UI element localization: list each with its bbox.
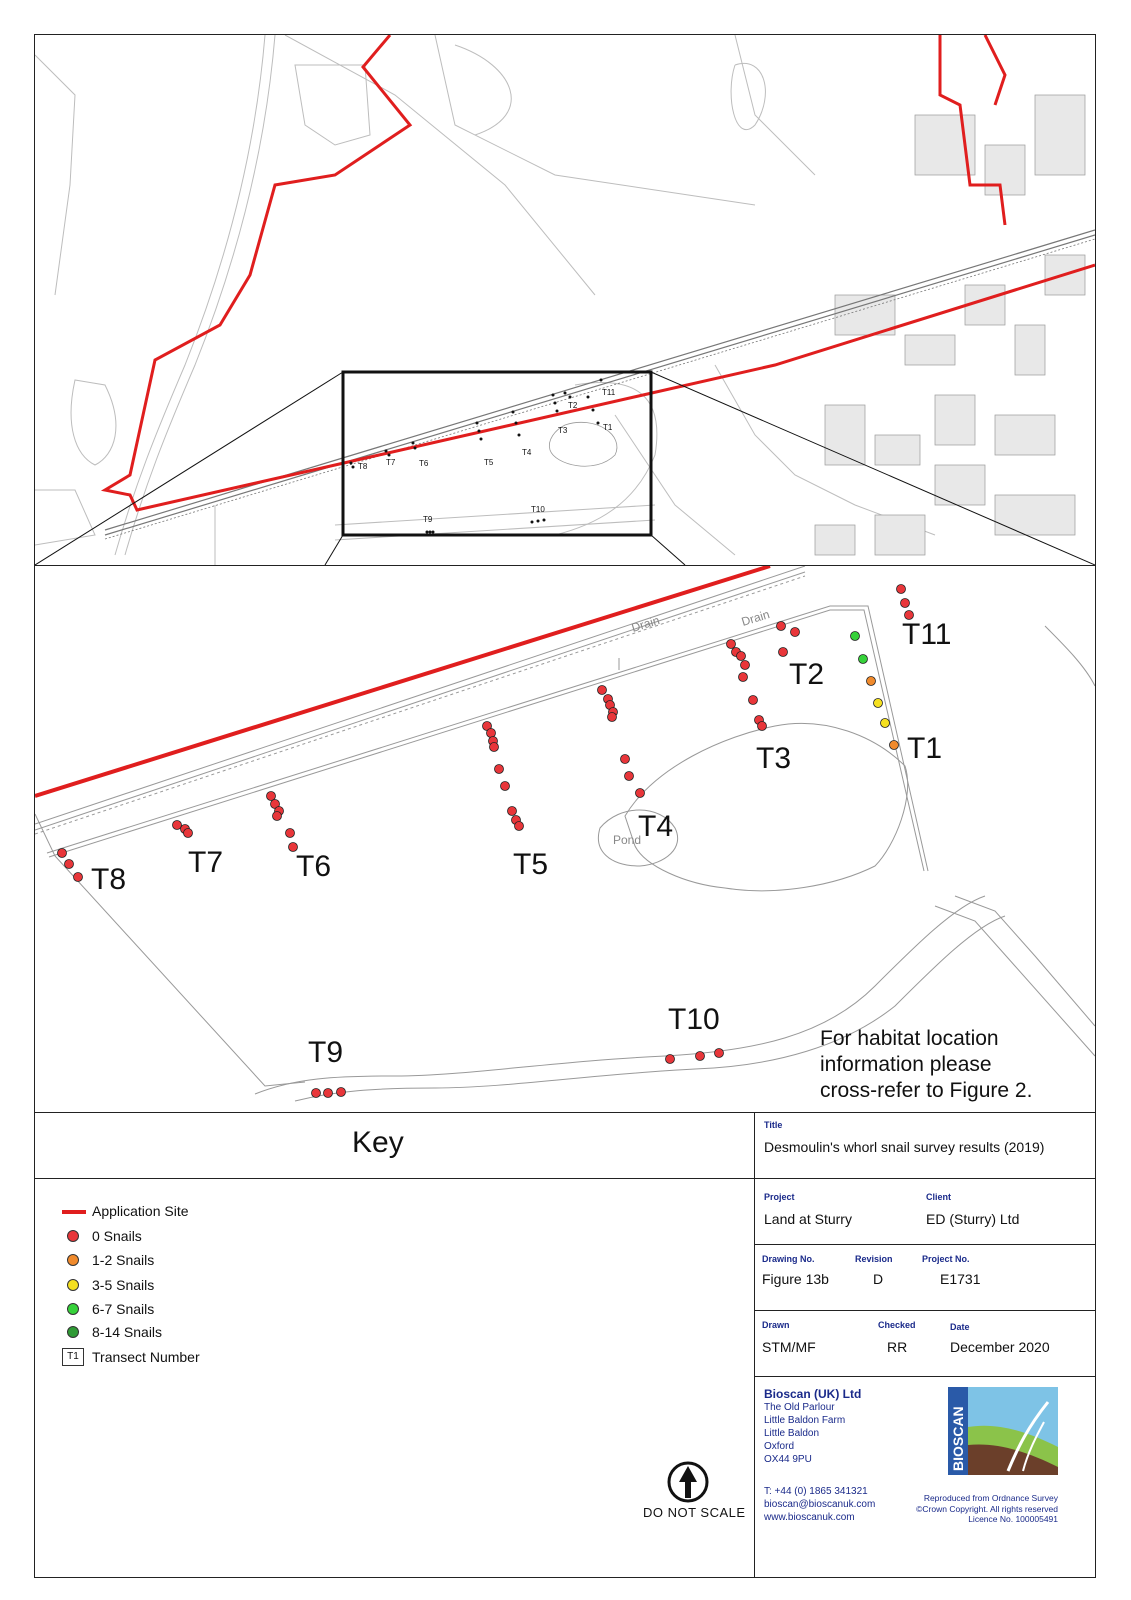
transect-label-t4: T4 [638,810,674,843]
sample-point [495,765,504,774]
overview-label-t7: T7 [386,458,396,467]
overview-label-t3: T3 [558,426,568,435]
transect-label-t8: T8 [91,863,127,896]
sample-point [487,729,496,738]
sample-point [636,789,645,798]
transect-box-icon: T1 [62,1348,84,1366]
sample-point [897,585,906,594]
project-no-value: E1731 [940,1271,981,1287]
overview-label-t9: T9 [423,515,433,524]
client-label: Client [926,1192,952,1202]
sample-point [58,849,67,858]
sample-point [621,755,630,764]
transect-label-t10: T10 [668,1003,720,1036]
sample-point [625,772,634,781]
client-value: ED (Sturry) Ltd [926,1211,1020,1227]
sample-point [515,822,524,831]
key-item-0-snails: 0 Snails [62,1227,142,1245]
sample-point [715,1049,724,1058]
sample-point [508,807,517,816]
overview-label-t1: T1 [603,423,613,432]
company-website[interactable]: www.bioscanuk.com [764,1512,855,1523]
overview-label-t10: T10 [531,505,545,514]
sample-point [324,1089,333,1098]
orange-dot-icon [67,1254,79,1266]
sample-point [286,829,295,838]
light-green-dot-icon [67,1303,79,1315]
red-dot-icon [67,1230,79,1242]
sample-point [779,648,788,657]
sample-point [666,1055,675,1064]
date-label: Date [950,1322,970,1332]
overview-label-t4: T4 [522,448,532,457]
sample-point [758,722,767,731]
sample-point [608,713,617,722]
drawing-no-value: Figure 13b [762,1271,829,1287]
company-address: The Old Parlour Little Baldon Farm Little Baldon Oxford OX44 9PU [764,1402,846,1465]
key-item-application-site: Application Site [62,1202,189,1220]
drain-label-2: Drain [739,607,772,629]
company-name: Bioscan (UK) Ltd [764,1387,862,1401]
do-not-scale: DO NOT SCALE [643,1505,746,1520]
dark-green-dot-icon [67,1326,79,1338]
sample-point [874,699,883,708]
overview-label-t8: T8 [358,462,368,471]
company-email[interactable]: bioscan@bioscanuk.com [764,1499,876,1510]
drawing-no-label: Drawing No. [762,1254,815,1264]
sample-point [777,622,786,631]
project-value: Land at Sturry [764,1211,852,1227]
sample-point [173,821,182,830]
note-line-3: cross-refer to Figure 2. [820,1079,1033,1102]
sample-point [501,782,510,791]
logo-text: BIOSCAN [950,1406,966,1471]
transect-label-t11: T11 [902,618,952,651]
sample-point [267,792,276,801]
sample-point [598,686,607,695]
key-item-6-7-snails: 6-7 Snails [62,1300,154,1318]
title-label: Title [764,1120,783,1130]
key-item-transect-number: T1 Transect Number [62,1348,200,1366]
sample-point [741,661,750,670]
bioscan-logo [948,1387,1058,1475]
key-item-3-5-snails: 3-5 Snails [62,1276,154,1294]
company-contact [764,1485,875,1524]
company-phone: T: +44 (0) 1865 341321 [764,1486,868,1497]
project-label: Project [764,1192,795,1202]
sample-point [867,677,876,686]
transect-label-t3: T3 [756,742,792,775]
overview-label-t6: T6 [419,459,429,468]
note-line-1: For habitat location [820,1027,999,1050]
overview-label-t5: T5 [484,458,494,467]
overview-label-t2: T2 [568,401,578,410]
sample-point [74,873,83,882]
sample-point [749,696,758,705]
sample-point [696,1052,705,1061]
north-arrow-icon [666,1460,710,1504]
sample-point [65,860,74,869]
drawn-label: Drawn [762,1320,790,1330]
checked-value: RR [887,1339,908,1355]
overview-map [35,35,1095,565]
date-value: December 2020 [950,1339,1050,1355]
transect-label-t6: T6 [296,850,332,883]
sample-point [312,1089,321,1098]
sample-point [337,1088,346,1097]
sample-point [727,640,736,649]
project-no-label: Project No. [922,1254,970,1264]
key-divider [34,1112,1096,1113]
transect-label-t2: T2 [789,658,825,691]
drain-label-1: Drain [629,613,662,635]
checked-label: Checked [878,1320,916,1330]
yellow-dot-icon [67,1279,79,1291]
sample-point [184,829,193,838]
pond-label: Pond [613,833,642,847]
revision-value: D [873,1271,884,1287]
sample-point [490,743,499,752]
overview-label-t11: T11 [602,388,616,397]
transect-label-t7: T7 [188,846,224,879]
key-item-1-2-snails: 1-2 Snails [62,1251,154,1269]
sample-point [273,812,282,821]
sample-point [739,673,748,682]
revision-label: Revision [855,1254,893,1264]
sample-point [737,652,746,661]
sample-point [881,719,890,728]
sample-point [901,599,910,608]
key-title: Key [352,1126,404,1159]
key-item-8-14-snails: 8-14 Snails [62,1323,162,1341]
sample-point [851,632,860,641]
detail-map [35,566,1095,1112]
transect-label-t1: T1 [907,732,943,765]
sample-point [859,655,868,664]
sample-point [791,628,800,637]
os-copyright: Reproduced from Ordnance Survey ©Crown Copyright. All rights reserved Licence No. 100005491 [916,1493,1058,1524]
note-line-2: information please [820,1053,992,1076]
drawing-title: Desmoulin's whorl snail survey results (2019) [764,1139,1045,1155]
sample-point [890,741,899,750]
transect-label-t5: T5 [513,848,549,881]
drawn-value: STM/MF [762,1339,816,1355]
red-line-swatch [62,1202,84,1220]
transect-label-t9: T9 [308,1036,344,1069]
